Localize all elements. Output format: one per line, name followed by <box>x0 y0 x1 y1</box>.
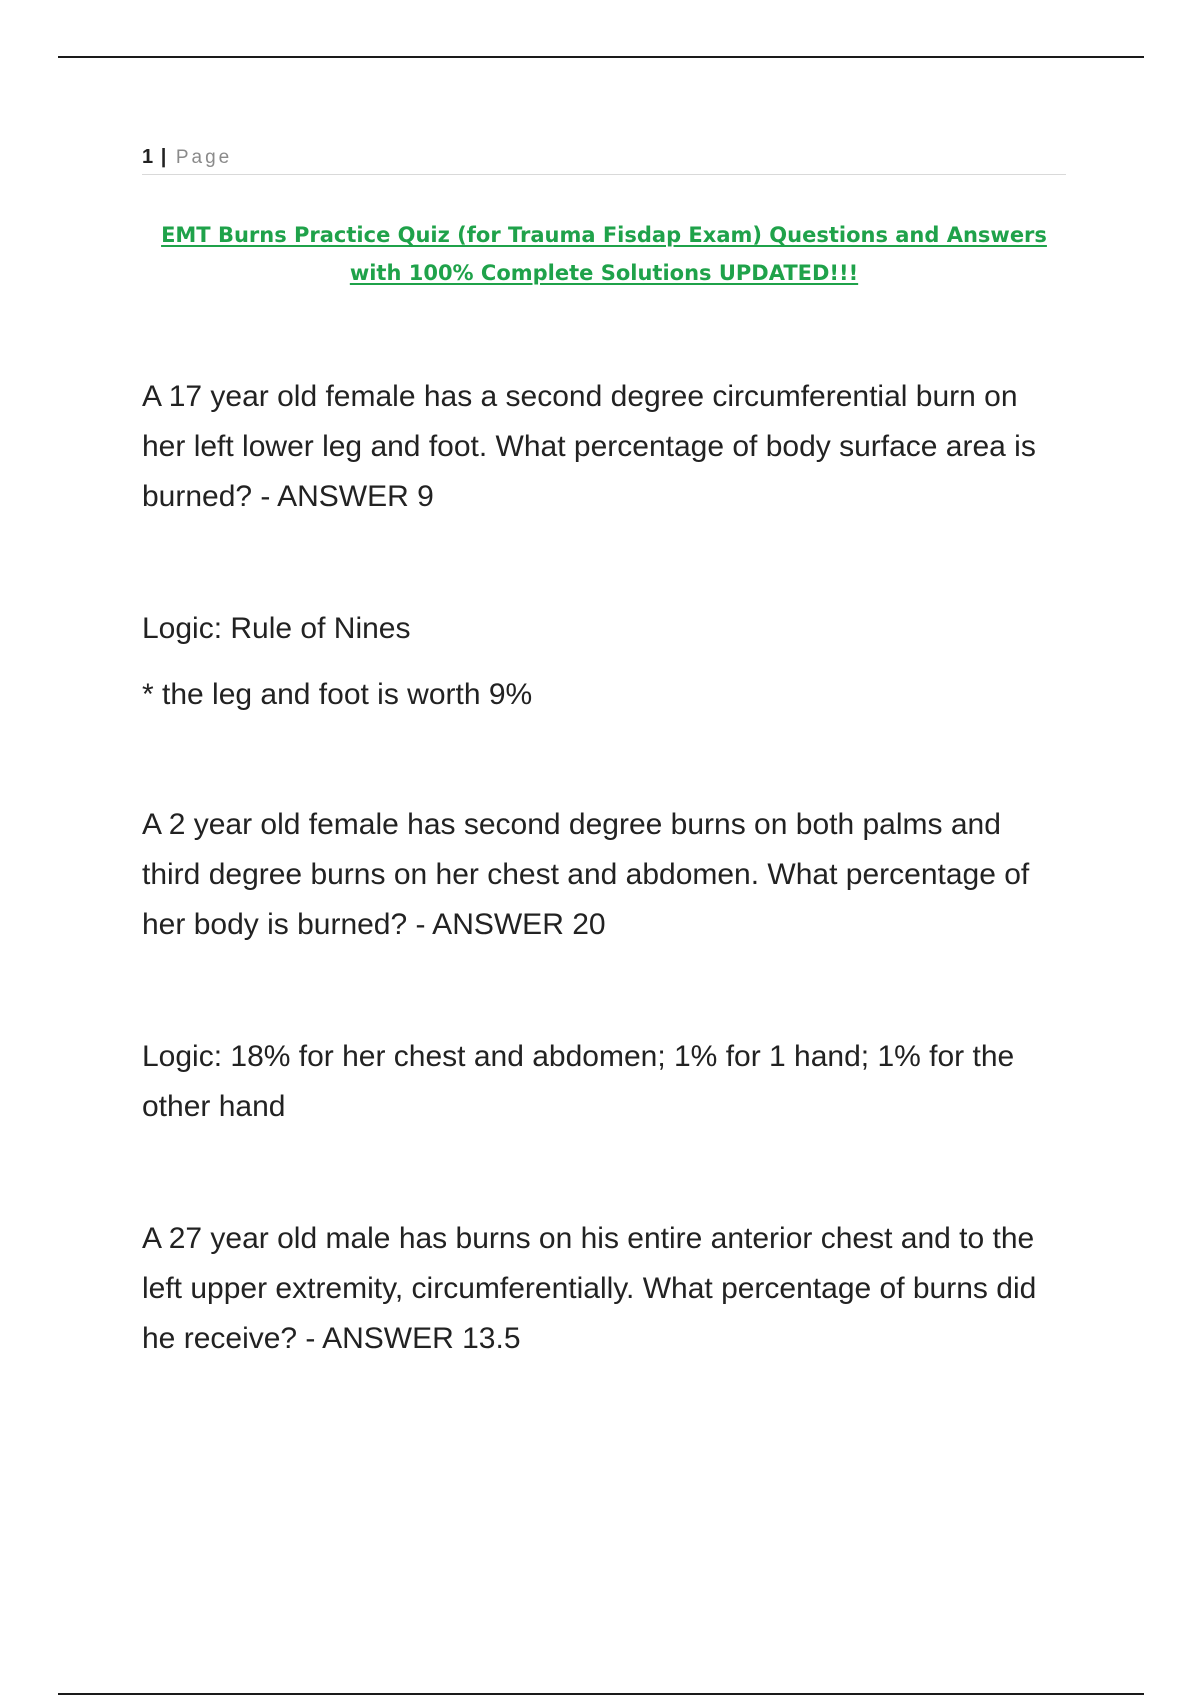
document-title: EMT Burns Practice Quiz (for Trauma Fisdap Exam) Questions and Answers with 100% Complete Solutions UPDATED!!! <box>161 223 1047 285</box>
question-3: A 27 year old male has burns on his entire anterior chest and to the left upper extremity, circumferentially. What percentage of burns did he receive? - ANSWER 13.5 <box>142 1222 1037 1355</box>
page-number: 1 <box>142 146 154 168</box>
top-rule <box>58 56 1144 58</box>
question-2: A 2 year old female has second degree burns on both palms and third degree burns on her chest and abdomen. What percentage of her body is burned? - ANSWER 20 <box>142 808 1030 941</box>
question-1-logic-note: * the leg and foot is worth 9% <box>142 678 533 711</box>
page-separator: | <box>160 146 167 168</box>
question-1-logic-title: Logic: Rule of Nines <box>142 612 411 645</box>
question-1: A 17 year old female has a second degree circumferential burn on her left lower leg and foot. What percentage of body surface area is burned? - ANSWER 9 <box>142 380 1036 513</box>
page-label: Page <box>175 147 233 168</box>
bottom-rule <box>58 1693 1144 1695</box>
question-2-logic: Logic: 18% for her chest and abdomen; 1% for 1 hand; 1% for the other hand <box>142 1040 1015 1123</box>
page-header <box>142 146 1066 175</box>
